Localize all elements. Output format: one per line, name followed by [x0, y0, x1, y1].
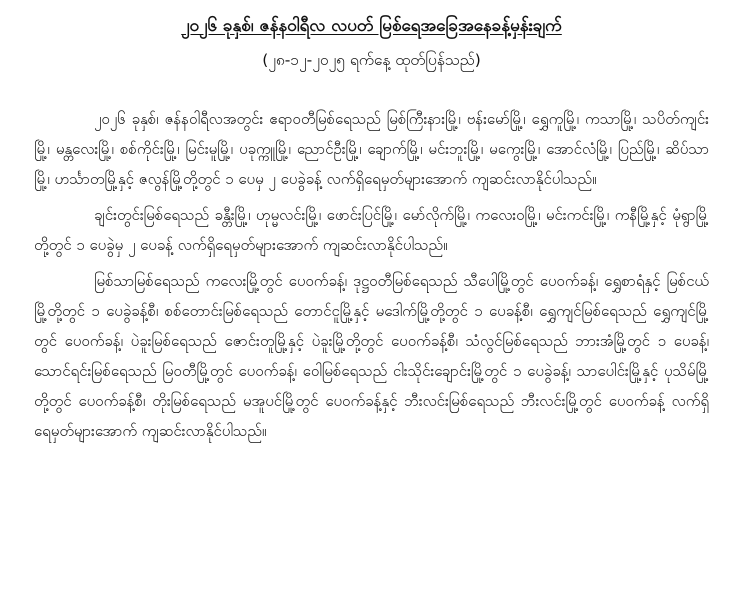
paragraph-irrawaddy: ၂၀၂၆ ခုနှစ်၊ ဇန်နဝါရီလအတွင်း ဧရာဝတီမြစ်ရေသည် မြစ်ကြီးနားမြို့၊ ဗန်းမော်မြို့၊ ရွှေကူမြို့၊ ကသာမြို့၊ သပိတ်ကျင်းမြို့၊ မန္တလေးမြို့၊ စစ်ကိုင်းမြို့၊ မြင်းမူမြို့၊ ပခုက္ကူမြို့၊ ညောင်ဦးမြို့၊ ချောက်မြို့၊ မင်းဘူးမြို့၊ မကွေးမြို့၊ အောင်လံမြို့၊ ပြည်မြို့၊ ဆိပ်သာမြို့၊ ဟင်္သာတမြို့နှင့် ဇလွန်မြို့တို့တွင် ၁ ပေမှ ၂ ပေခွဲခန့် လက်ရှိရေမှတ်များအောက် ကျဆင်းလာနိုင်ပါသည်။: [34, 110, 709, 188]
paragraph-other-rivers: မြစ်သာမြစ်ရေသည် ကလေးမြို့တွင် ပေဝက်ခန့်၊ ဒုဋ္ဌဝတီမြစ်ရေသည် သီပေါမြို့တွင် ပေဝက်ခန့်၊ ရွှေစာရံနှင့် မြစ်ငယ်မြို့တို့တွင် ၁ ပေခွဲခန့်စီ၊ စစ်တောင်းမြစ်ရေသည် တောင်ငူမြို့နှင့် မဒေါက်မြို့တို့တွင် ၁ ပေခန့်စီ၊ ရွှေကျင်မြစ်ရေသည် ရွှေကျင်မြို့တွင် ပေဝက်ခန့်၊ ပဲခူးမြစ်ရေသည် ဇောင်းတူမြို့နှင့် ပဲခူးမြို့တို့တွင် ပေဝက်ခန့်စီ၊ သံလွင်မြစ်ရေသည် ဘားအံမြို့တွင် ၁ ပေခန့်၊ သောင်ရင်းမြစ်ရေသည် မြဝတီမြို့တွင် ပေဝက်ခန့်၊ ဝေါမြစ်ရေသည် ငါးသိုင်းချောင်းမြို့တွင် ၁ ပေခွဲခန့်၊ သာပေါင်းမြို့နှင့် ပုသိမ်မြို့တို့တွင် ပေဝက်ခန့်စီ၊ တိုးမြစ်ရေသည် မအူပင်မြို့တွင် ပေဝက်ခန့်နှင့် ဘီးလင်းမြစ်ရေသည် ဘီးလင်းမြို့တွင် ပေဝက်ခန့် လက်ရှိရေမှတ်များအောက် ကျဆင်းလာနိုင်ပါသည်။: [34, 272, 709, 440]
document-title: ၂၀၂၆ ခုနှစ်၊ ဇန်နဝါရီလ လပတ် မြစ်ရေအခြေအနေခန့်မှန်းချက်: [181, 16, 562, 36]
document-body: [34, 104, 709, 446]
document-subtitle: (၂၈-၁၂-၂၀၂၅ ရက်နေ့ ထုတ်ပြန်သည်): [262, 51, 481, 69]
paragraph-chindwin: ချင်းတွင်းမြစ်ရေသည် ခန္တီးမြို့၊ ဟုမ္မလင်းမြို့၊ ဖောင်းပြင်မြို့၊ မော်လိုက်မြို့၊ ကလေးဝမြို့၊ မင်းကင်းမြို့၊ ကနီမြို့နှင့် မုံရွာမြို့တို့တွင် ၁ ပေခွဲမှ ၂ ပေခန့် လက်ရှိရေမှတ်များအောက် ကျဆင်းလာနိုင်ပါသည်။: [34, 206, 709, 254]
